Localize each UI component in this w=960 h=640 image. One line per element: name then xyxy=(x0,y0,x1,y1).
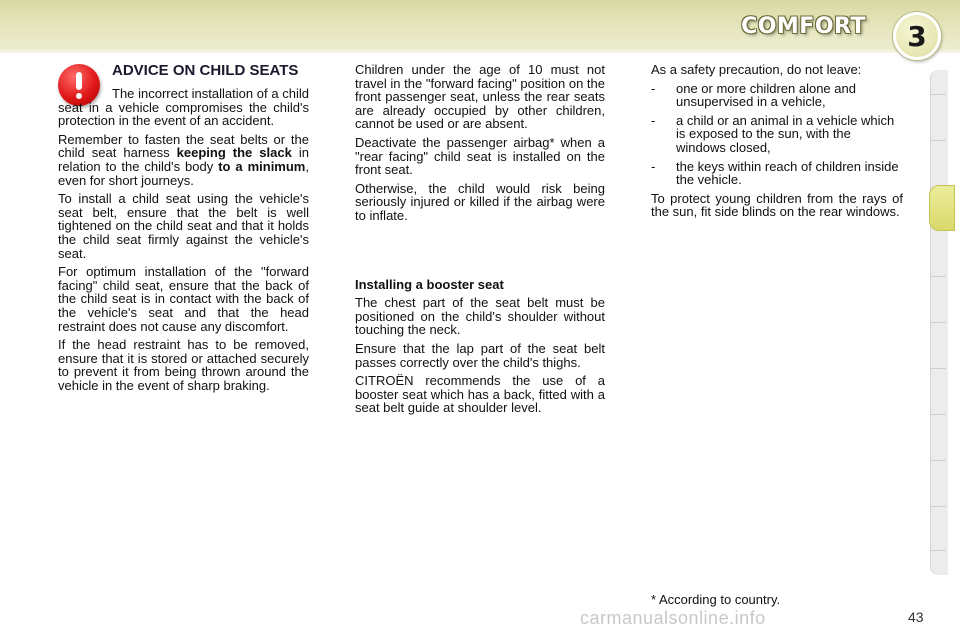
tab-divider xyxy=(930,506,946,507)
page-number: 43 xyxy=(908,609,924,625)
watermark: carmanualsonline.info xyxy=(580,608,766,628)
paragraph: CITROËN recommends the use of a booster seat which has a back, fitted with a seat belt guide at shoulder level. xyxy=(355,373,605,416)
paragraph: Otherwise, the child would risk being seriously injured or killed if the airbag were to inflate. xyxy=(355,180,605,223)
dash-bullet: - xyxy=(651,80,656,96)
tab-divider xyxy=(930,414,946,415)
paragraph-intro: As a safety precaution, do not leave: xyxy=(651,62,862,77)
bold-text: to a minimum xyxy=(218,158,306,174)
page-title: COMFORT xyxy=(741,14,866,39)
tab-divider xyxy=(930,550,946,551)
chapter-number: 3 xyxy=(907,19,927,53)
list-item-text: one or more children alone and unsupervised in a vehicle, xyxy=(676,80,856,110)
footnote: * According to country. xyxy=(651,592,781,607)
chapter-badge xyxy=(893,12,941,60)
list-item-text: a child or an animal in a vehicle which is exposed to the sun, with the windows closed, xyxy=(676,112,895,155)
paragraph: If the head restraint has to be removed, ensure that it is stored or attached securely to prevent it from being thrown around the vehicle in the event of sharp braking. xyxy=(58,337,309,393)
text-run: in relation to the child's body xyxy=(58,145,309,174)
dash-bullet: - xyxy=(651,158,656,174)
tab-divider xyxy=(930,460,946,461)
list-item-text: the keys within reach of children inside the vehicle. xyxy=(676,158,899,188)
list-item xyxy=(651,114,903,155)
list-item xyxy=(651,82,903,109)
dash-bullet: - xyxy=(651,112,656,128)
paragraph: To install a child seat using the vehicle's seat belt, ensure that the belt is well tightened on the child seat and that it holds the child seat firmly against the vehicle's seat. xyxy=(58,191,309,261)
text-run: , even for short journeys. xyxy=(58,158,309,188)
tab-divider xyxy=(930,140,946,141)
text-run: Remember to fasten the seat belts or the child seat harness xyxy=(58,131,309,161)
paragraph: Ensure that the lap part of the seat belt passes correctly over the child's thighs. xyxy=(355,340,605,370)
column-advice xyxy=(58,63,309,397)
bold-text: keeping the slack xyxy=(176,145,292,161)
paragraph: Deactivate the passenger airbag* when a "rear facing" child seat is installed on the front seat. xyxy=(355,134,605,178)
tab-divider xyxy=(930,368,946,369)
tab-divider xyxy=(930,94,946,95)
header-stripe xyxy=(0,47,960,53)
tab-divider xyxy=(930,276,946,277)
paragraph-seatbelt xyxy=(58,133,309,187)
paragraph: Children under the age of 10 must not travel in the "forward facing" position on the front passenger seat, unless the rear seats are already occupied by other children, cannot be used or are absent. xyxy=(355,62,605,132)
chapter-tab-active[interactable] xyxy=(929,185,955,231)
paragraph: The incorrect installation of a child seat in a vehicle compromises the child's protection in the event of an accident. xyxy=(58,86,309,129)
paragraph: The chest part of the seat belt must be positioned on the child's shoulder without touching the neck. xyxy=(355,295,605,338)
section-title: ADVICE ON CHILD SEATS xyxy=(112,62,299,79)
column-safety xyxy=(651,63,903,224)
list-item xyxy=(651,160,903,187)
subsection-title: Installing a booster seat xyxy=(355,276,504,292)
column-front-seat xyxy=(355,63,605,420)
paragraph: To protect young children from the rays of the sun, fit side blinds on the rear windows. xyxy=(651,190,903,220)
tab-divider xyxy=(930,322,946,323)
paragraph: For optimum installation of the "forward facing" child seat, ensure that the back of the child seat is in contact with the back of the vehicle's seat and that the head restraint does not cause any discomfort. xyxy=(58,264,309,334)
